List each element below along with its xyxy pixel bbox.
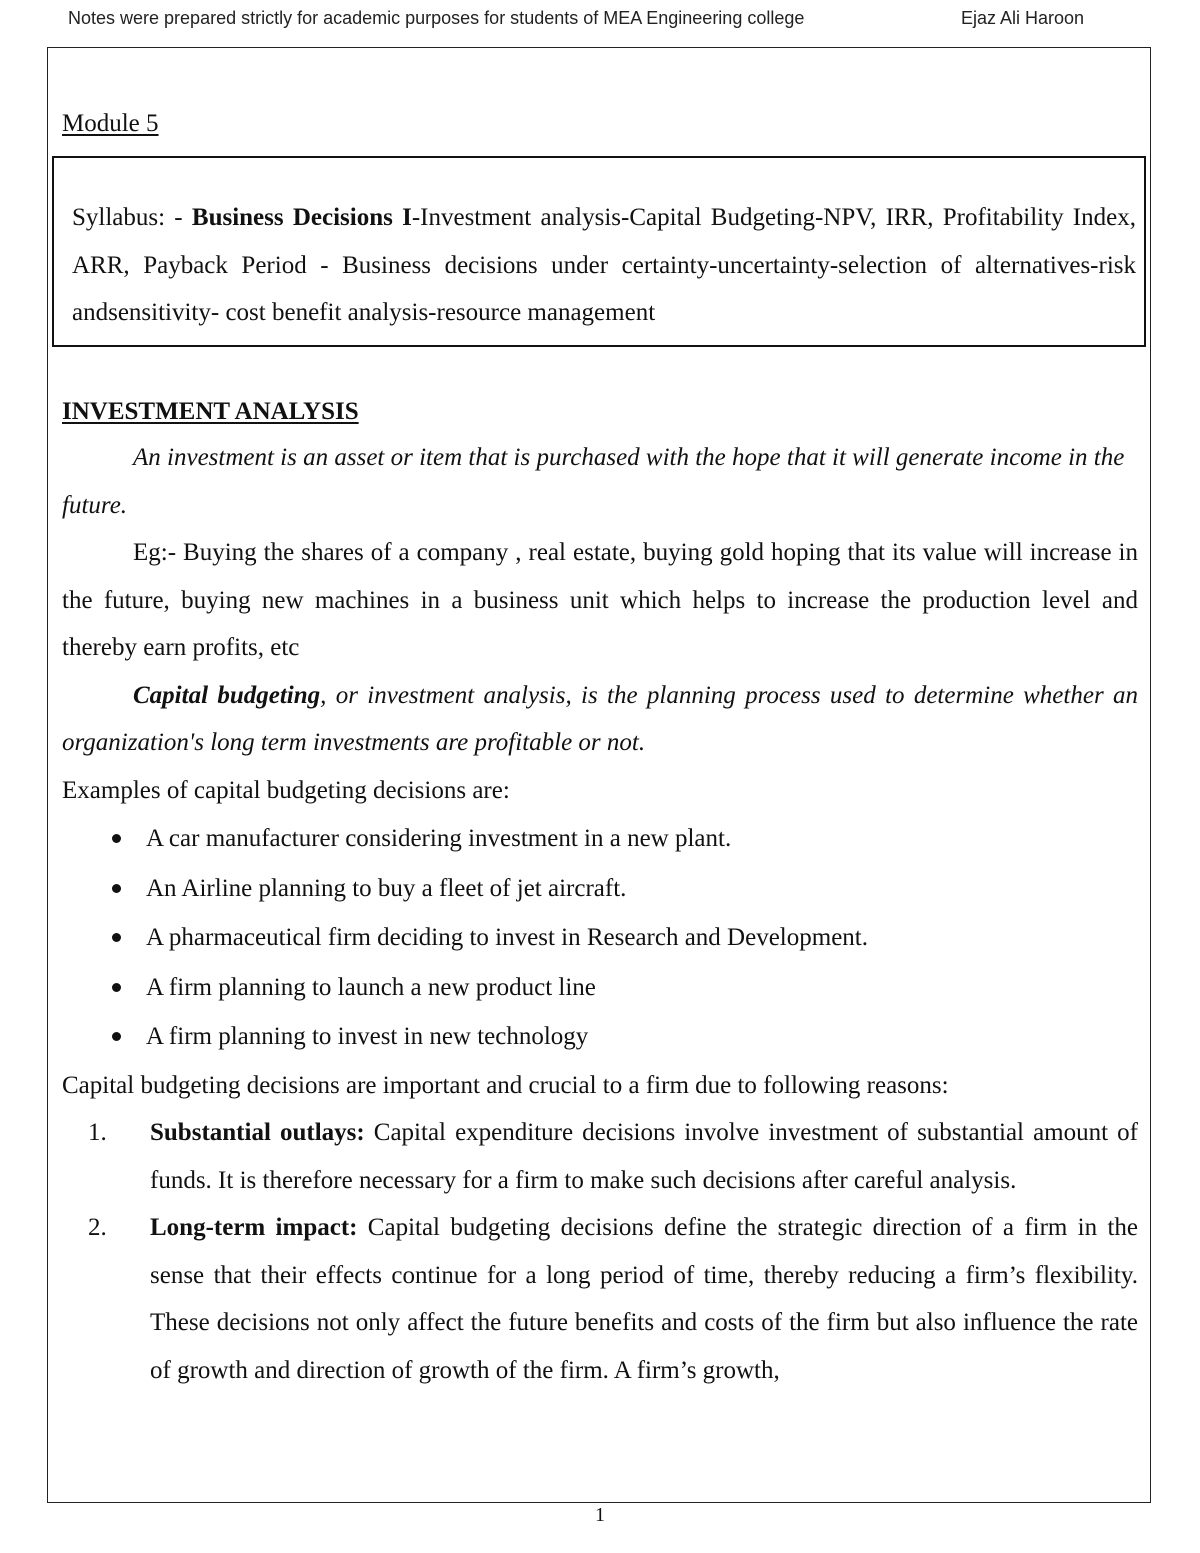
list-item <box>62 1012 1138 1062</box>
bullet-icon <box>112 834 121 843</box>
list-item <box>62 814 1138 864</box>
capital-budgeting-definition <box>62 672 1138 767</box>
list-item-text: A pharmaceutical firm deciding to invest in Research and Development. <box>146 924 868 951</box>
examples-list <box>62 814 1138 1062</box>
module-title: Module 5 <box>62 110 159 137</box>
reason-text: Capital expenditure decisions involve investment of substantial amount of funds. It is therefore necessary for a firm to make such decisions after careful analysis. <box>150 1119 1138 1194</box>
list-item-text: A firm planning to launch a new product line <box>146 973 596 1001</box>
reason-item <box>62 1204 1138 1394</box>
reasons-list <box>62 1109 1138 1394</box>
list-item <box>62 913 1138 963</box>
reason-text: Capital budgeting decisions define the strategic direction of a firm in the sense that their effects continue for a long period of time, thereby reducing a firm’s flexibility. These decisions not only affect the future benefits and costs of the firm but also influence the rate of growth and direction of growth of the firm. A firm’s growth, <box>150 1214 1138 1384</box>
list-item-text: An Airline planning to buy a fleet of jet aircraft. <box>146 874 627 902</box>
reason-title: Long-term impact: <box>150 1214 358 1241</box>
investment-example: Eg:- Buying the shares of a company , real estate, buying gold hoping that its value will increase in the future, buying new machines in a business unit which helps to increase the production level and thereby earn profits, etc <box>62 539 1138 661</box>
list-item <box>62 864 1138 914</box>
header-author: Ejaz Ali Haroon <box>961 8 1085 28</box>
syllabus-text: -Investment analysis-Capital Budgeting-NPV, IRR, Profitability Index, ARR, Payback Period - Business decisions under certainty-uncertainty-selection of alternatives-risk andsensitivity- cost benefit analysis-resource management <box>72 204 1136 326</box>
reason-number: 1. <box>88 1119 107 1146</box>
list-item-text: A car manufacturer considering investment in a new plant. <box>146 825 732 852</box>
capital-budgeting-text: , or investment analysis, is the planning process used to determine whether an organization's long term investments are profitable or not. <box>62 681 1138 756</box>
syllabus-bold: Business Decisions I <box>191 204 412 231</box>
reason-title: Substantial outlays: <box>150 1119 365 1146</box>
capital-budgeting-term: Capital budgeting <box>133 681 321 709</box>
reason-number: 2. <box>88 1214 107 1241</box>
bullet-icon <box>112 1032 121 1041</box>
investment-definition: An investment is an asset or item that is purchased with the hope that it will generate income in the future. <box>62 444 1125 519</box>
bullet-icon <box>112 884 121 893</box>
bullet-icon <box>112 933 121 942</box>
reasons-intro: Capital budgeting decisions are important and crucial to a firm due to following reasons: <box>62 1071 949 1099</box>
list-item-text: A firm planning to invest in new technology <box>146 1023 589 1050</box>
syllabus-prefix: Syllabus: - <box>72 204 192 231</box>
section-heading: INVESTMENT ANALYSIS <box>62 398 359 425</box>
reason-item <box>62 1109 1138 1204</box>
syllabus-box <box>52 156 1146 347</box>
page-number: 1 <box>595 1504 605 1526</box>
examples-intro: Examples of capital budgeting decisions are: <box>62 776 510 804</box>
main-content <box>62 390 1138 1394</box>
header-notes: Notes were prepared strictly for academic purposes for students of MEA Engineering college <box>68 8 805 28</box>
list-item <box>62 963 1138 1013</box>
bullet-icon <box>112 983 121 992</box>
page-header <box>0 8 1200 34</box>
